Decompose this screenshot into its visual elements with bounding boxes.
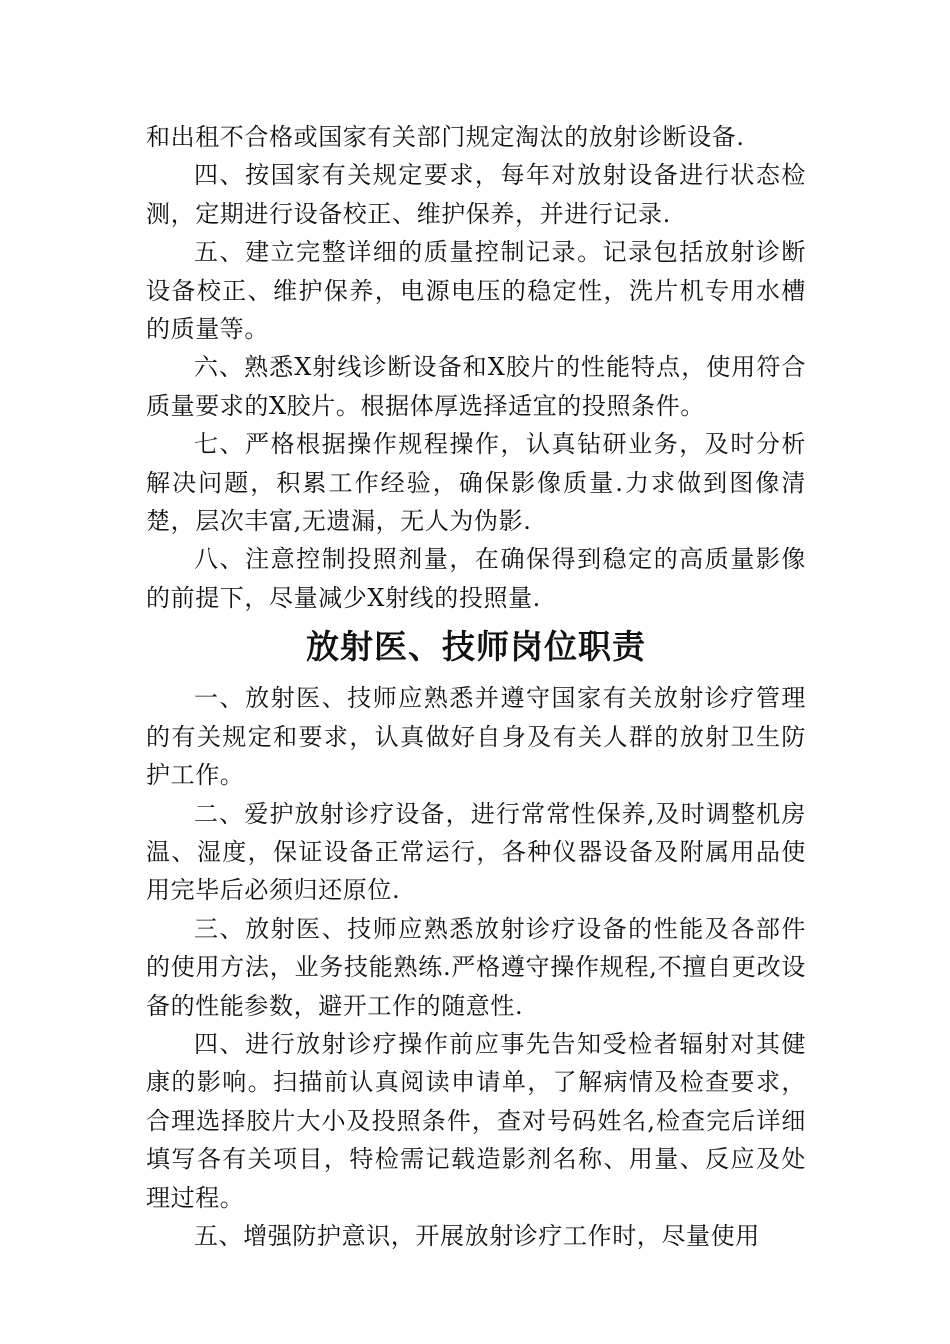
section-title: 放射医、技师岗位职责 xyxy=(306,627,646,667)
paragraph-item-6: 六、熟悉X射线诊断设备和X胶片的性能特点，使用符合质量要求的X胶片。根据体厚选择适宜的投照条件。 xyxy=(146,353,806,420)
duty-item-4: 四、进行放射诊疗操作前应事先告知受检者辐射对其健康的影响。扫描前认真阅读申请单，了解病情及检查要求，合理选择胶片大小及投照条件，查对号码姓名,检查完后详细填写各有关项目，特检需记载造影剂名称、用量、反应及处理过程。 xyxy=(146,1029,806,1212)
paragraph-item-5: 五、建立完整详细的质量控制记录。记录包括放射诊断设备校正、维护保养，电源电压的稳定性，洗片机专用水槽的质量等。 xyxy=(146,238,806,344)
duty-item-5: 五、增强防护意识，开展放射诊疗工作时，尽量使用 xyxy=(194,1221,760,1250)
document-page xyxy=(146,118,806,1255)
paragraph-continuation: 和出租不合格或国家有关部门规定淘汰的放射诊断设备. xyxy=(146,123,745,151)
paragraph-item-8: 八、注意控制投照剂量，在确保得到稳定的高质量影像的前提下，尽量减少X射线的投照量. xyxy=(146,545,806,612)
duty-item-1: 一、放射医、技师应熟悉并遵守国家有关放射诊疗管理的有关规定和要求，认真做好自身及有关人群的放射卫生防护工作。 xyxy=(146,684,806,790)
duty-item-2: 二、爱护放射诊疗设备，进行常常性保养,及时调整机房温、湿度，保证设备正常运行，各种仪器设备及附属用品使用完毕后必须归还原位. xyxy=(146,799,806,905)
paragraph-item-4: 四、按国家有关规定要求，每年对放射设备进行状态检测，定期进行设备校正、维护保养，并进行记录. xyxy=(146,161,806,228)
paragraph-item-7: 七、严格根据操作规程操作，认真钻研业务，及时分析解决问题，积累工作经验，确保影像质量.力求做到图像清楚，层次丰富,无遗漏，无人为伪影. xyxy=(146,430,806,536)
duty-item-3: 三、放射医、技师应熟悉放射诊疗设备的性能及各部件的使用方法，业务技能熟练.严格遵守操作规程,不擅自更改设备的性能参数，避开工作的随意性. xyxy=(146,914,806,1020)
